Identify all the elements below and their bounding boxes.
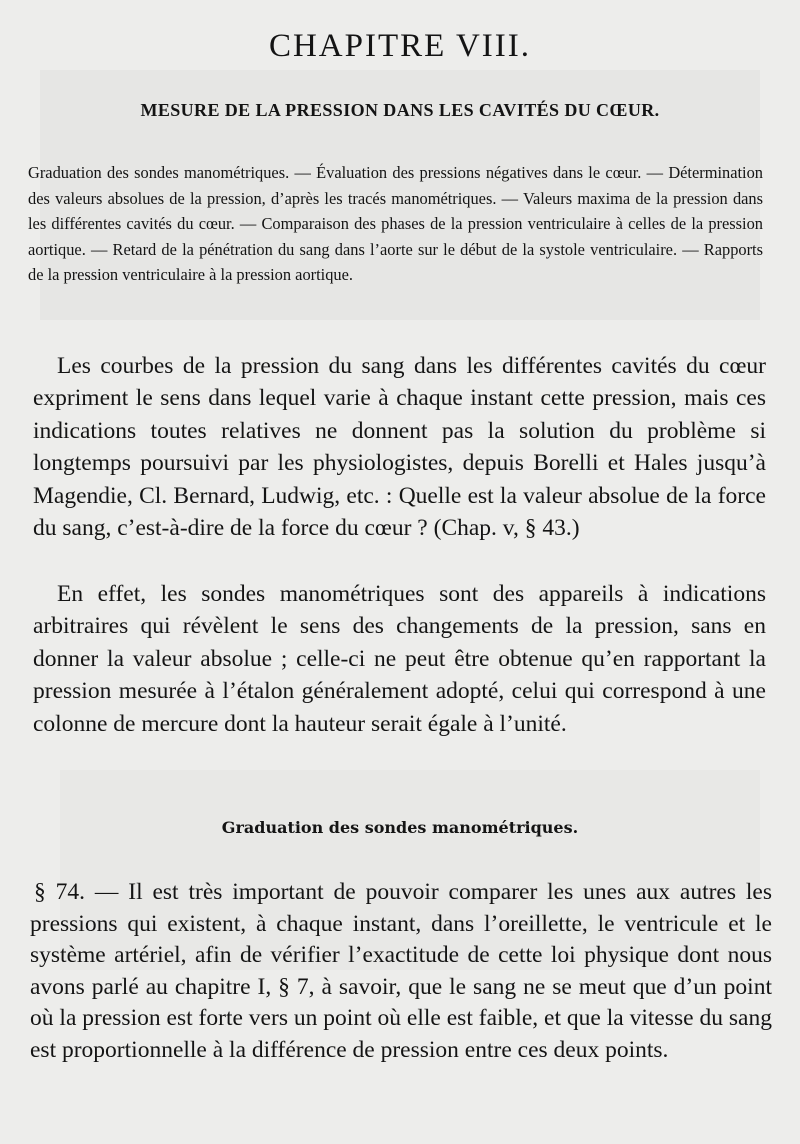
body-paragraph: Les courbes de la pression du sang dans les différentes cavités du cœur expriment le sens dans lequel varie à chaque instant cette pression, mais ces indications toutes relatives ne donnent pas la solution du problème si longtemps poursuivi par les physiologistes, depuis Borelli et Hales jusqu’à Magendie, Cl. Bernard, Ludwig, etc. : Quelle est la valeur absolue de la force du sang, c’est-à-dire de la force du cœur ? (Chap. v, § 43.) (33, 353, 766, 542)
chapter-summary: Graduation des sondes manométriques. — Évaluation des pressions négatives dans le cœur. — Détermination des valeurs absolues de la pression, d’après les tracés manométriques. — Valeurs maxima de la pression dans les différentes cavités du cœur. — Comparaison des phases de la pression ventriculaire à celles de la pression aortique. — Retard de la pénétration du sang dans l’aorte sur le début de la systole ventriculaire. — Rapports de la pression ventriculaire à la pression aortique. (28, 163, 763, 284)
body-paragraph: En effet, les sondes manométriques sont des appareils à indications arbitraires qui révèlent le sens des changements de la pression, sans en donner la valeur absolue ; celle-ci ne peut être obtenue qu’en rapportant la pression mesurée à l’étalon généralement adopté, celui qui correspond à une colonne de mercure dont la hauteur serait égale à l’unité. (33, 581, 766, 737)
section-heading: Graduation des sondes manométriques. (221, 818, 579, 837)
chapter-subtitle: MESURE DE LA PRESSION DANS LES CAVITÉS DU CŒUR. (140, 100, 660, 120)
chapter-title: CHAPITRE VIII. (268, 28, 532, 64)
section-paragraph: § 74. — Il est très important de pouvoir comparer les unes aux autres les pressions qui existent, à chaque instant, dans l’oreillette, le ventricule et le système artériel, afin de vérifier l’exactitude de cette loi physique dont nous avons parlé au chapitre I, § 7, à savoir, que le sang ne se meut que d’un point où la pression est forte vers un point où elle est faible, et que la vitesse du sang est proportionnelle à la différence de pression entre ces deux points. (30, 879, 772, 1063)
